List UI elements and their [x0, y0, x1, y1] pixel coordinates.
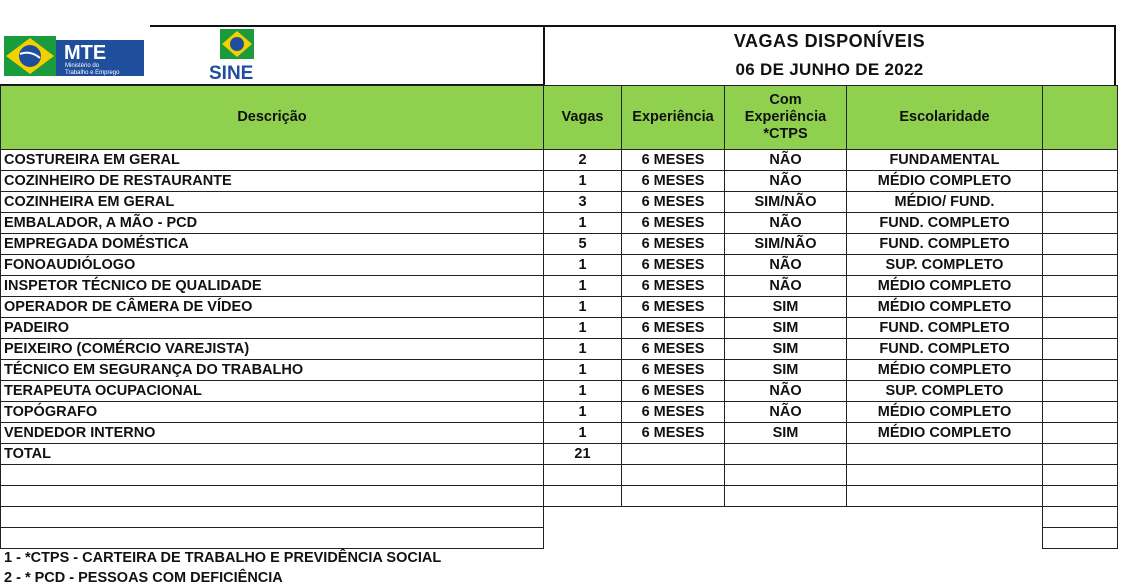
- cell-experiencia: 6 MESES: [622, 213, 725, 234]
- empty-row: [1, 465, 1118, 486]
- table-row: [1, 423, 1118, 444]
- cell-blank: [725, 465, 847, 486]
- cell-experiencia: 6 MESES: [622, 318, 725, 339]
- footnote-pcd: 2 - * PCD - PESSOAS COM DEFICIÊNCIA: [4, 570, 283, 586]
- page-date: 06 DE JUNHO DE 2022: [735, 60, 924, 79]
- cell-blank: [725, 528, 847, 549]
- cell-experiencia: 6 MESES: [622, 360, 725, 381]
- empty-row: [1, 507, 1118, 528]
- sine-logo: [206, 27, 268, 83]
- footnotes: [4, 548, 441, 588]
- cell-blank: [725, 444, 847, 465]
- header-vagas: Vagas: [544, 86, 622, 150]
- cell-experiencia: 6 MESES: [622, 423, 725, 444]
- cell-escolaridade: MÉDIO COMPLETO: [847, 171, 1043, 192]
- svg-text:Ministério do: Ministério do: [65, 63, 100, 69]
- cell-ctps: NÃO: [725, 213, 847, 234]
- cell-blank: [622, 507, 725, 528]
- cell-descricao: EMPREGADA DOMÉSTICA: [1, 234, 544, 255]
- table-row: [1, 276, 1118, 297]
- cell-blank: [544, 486, 622, 507]
- cell-vagas: 5: [544, 234, 622, 255]
- header-descricao: Descrição: [1, 86, 544, 150]
- sine-logo-text: SINE: [209, 63, 254, 83]
- cell-ctps: NÃO: [725, 150, 847, 171]
- total-vagas: 21: [544, 444, 622, 465]
- cell-ctps: NÃO: [725, 255, 847, 276]
- cell-blank: [1, 528, 544, 549]
- logo-area: [0, 27, 543, 85]
- cell-vagas: 3: [544, 192, 622, 213]
- cell-blank: [1043, 339, 1118, 360]
- cell-blank: [622, 486, 725, 507]
- cell-blank: [1, 465, 544, 486]
- cell-experiencia: 6 MESES: [622, 297, 725, 318]
- cell-blank: [1043, 444, 1118, 465]
- cell-blank: [725, 486, 847, 507]
- cell-vagas: 1: [544, 381, 622, 402]
- table-row: [1, 192, 1118, 213]
- header-escolaridade: Escolaridade: [847, 86, 1043, 150]
- cell-ctps: SIM: [725, 339, 847, 360]
- cell-blank: [1043, 171, 1118, 192]
- cell-escolaridade: FUND. COMPLETO: [847, 318, 1043, 339]
- cell-blank: [1043, 297, 1118, 318]
- svg-text:Trabalho e Emprego: Trabalho e Emprego: [65, 70, 120, 76]
- cell-blank: [544, 507, 622, 528]
- footnote-ctps: 1 - *CTPS - CARTEIRA DE TRABALHO E PREVIDÊNCIA SOCIAL: [4, 550, 442, 566]
- cell-blank: [1043, 360, 1118, 381]
- cell-vagas: 1: [544, 255, 622, 276]
- cell-descricao: TERAPEUTA OCUPACIONAL: [1, 381, 544, 402]
- cell-experiencia: 6 MESES: [622, 192, 725, 213]
- cell-descricao: INSPETOR TÉCNICO DE QUALIDADE: [1, 276, 544, 297]
- cell-experiencia: 6 MESES: [622, 402, 725, 423]
- header-com-experiencia-ctps: Com Experiência *CTPS: [725, 86, 847, 150]
- cell-experiencia: 6 MESES: [622, 255, 725, 276]
- cell-descricao: TÉCNICO EM SEGURANÇA DO TRABALHO: [1, 360, 544, 381]
- cell-vagas: 1: [544, 423, 622, 444]
- table-row: [1, 234, 1118, 255]
- cell-ctps: SIM/NÃO: [725, 234, 847, 255]
- cell-escolaridade: FUND. COMPLETO: [847, 213, 1043, 234]
- cell-blank: [622, 528, 725, 549]
- cell-blank: [847, 507, 1043, 528]
- cell-blank: [1043, 381, 1118, 402]
- cell-blank: [847, 528, 1043, 549]
- cell-vagas: 2: [544, 150, 622, 171]
- cell-experiencia: 6 MESES: [622, 381, 725, 402]
- table-row: [1, 171, 1118, 192]
- cell-descricao: VENDEDOR INTERNO: [1, 423, 544, 444]
- total-label: TOTAL: [1, 444, 544, 465]
- cell-ctps: NÃO: [725, 381, 847, 402]
- cell-descricao: COSTUREIRA EM GERAL: [1, 150, 544, 171]
- cell-experiencia: 6 MESES: [622, 171, 725, 192]
- cell-escolaridade: MÉDIO COMPLETO: [847, 276, 1043, 297]
- cell-descricao: PADEIRO: [1, 318, 544, 339]
- page-title: VAGAS DISPONÍVEIS: [733, 31, 926, 51]
- empty-row: [1, 528, 1118, 549]
- cell-descricao: PEIXEIRO (COMÉRCIO VAREJISTA): [1, 339, 544, 360]
- cell-descricao: TOPÓGRAFO: [1, 402, 544, 423]
- table-header-row: [1, 86, 1118, 150]
- cell-escolaridade: MÉDIO COMPLETO: [847, 423, 1043, 444]
- cell-blank: [622, 465, 725, 486]
- cell-escolaridade: FUND. COMPLETO: [847, 339, 1043, 360]
- cell-experiencia: 6 MESES: [622, 234, 725, 255]
- mte-logo-text: MTE: [64, 42, 107, 64]
- cell-blank: [1043, 255, 1118, 276]
- cell-ctps: SIM: [725, 318, 847, 339]
- title-box: [543, 25, 1116, 86]
- cell-escolaridade: SUP. COMPLETO: [847, 255, 1043, 276]
- cell-ctps: NÃO: [725, 171, 847, 192]
- cell-blank: [1, 486, 544, 507]
- cell-ctps: SIM: [725, 360, 847, 381]
- cell-ctps: SIM/NÃO: [725, 192, 847, 213]
- header-blank: [1043, 86, 1118, 150]
- cell-blank: [1043, 276, 1118, 297]
- cell-vagas: 1: [544, 297, 622, 318]
- table-row: [1, 255, 1118, 276]
- cell-ctps: SIM: [725, 423, 847, 444]
- cell-blank: [544, 465, 622, 486]
- table-row: [1, 402, 1118, 423]
- cell-vagas: 1: [544, 318, 622, 339]
- cell-blank: [1043, 213, 1118, 234]
- table-row: [1, 318, 1118, 339]
- cell-escolaridade: FUNDAMENTAL: [847, 150, 1043, 171]
- cell-blank: [1043, 234, 1118, 255]
- table-row: [1, 150, 1118, 171]
- cell-blank: [1043, 150, 1118, 171]
- table-row: [1, 360, 1118, 381]
- cell-blank: [544, 528, 622, 549]
- cell-vagas: 1: [544, 213, 622, 234]
- cell-blank: [1, 507, 544, 528]
- cell-vagas: 1: [544, 171, 622, 192]
- table-row: [1, 213, 1118, 234]
- table-row: [1, 339, 1118, 360]
- cell-descricao: OPERADOR DE CÂMERA DE VÍDEO: [1, 297, 544, 318]
- empty-row: [1, 486, 1118, 507]
- cell-experiencia: 6 MESES: [622, 276, 725, 297]
- cell-blank: [1043, 528, 1118, 549]
- cell-blank: [1043, 423, 1118, 444]
- cell-blank: [1043, 465, 1118, 486]
- cell-ctps: NÃO: [725, 402, 847, 423]
- cell-blank: [1043, 507, 1118, 528]
- cell-escolaridade: SUP. COMPLETO: [847, 381, 1043, 402]
- cell-blank: [1043, 192, 1118, 213]
- table-row: [1, 381, 1118, 402]
- cell-descricao: COZINHEIRO DE RESTAURANTE: [1, 171, 544, 192]
- cell-ctps: SIM: [725, 297, 847, 318]
- total-row: [1, 444, 1118, 465]
- cell-blank: [1043, 402, 1118, 423]
- cell-descricao: EMBALADOR, A MÃO - PCD: [1, 213, 544, 234]
- cell-experiencia: 6 MESES: [622, 339, 725, 360]
- cell-blank: [1043, 486, 1118, 507]
- cell-ctps: NÃO: [725, 276, 847, 297]
- cell-vagas: 1: [544, 339, 622, 360]
- cell-blank: [725, 507, 847, 528]
- mte-logo: [4, 34, 144, 78]
- cell-descricao: COZINHEIRA EM GERAL: [1, 192, 544, 213]
- cell-blank: [847, 486, 1043, 507]
- cell-vagas: 1: [544, 276, 622, 297]
- cell-vagas: 1: [544, 402, 622, 423]
- cell-blank: [1043, 318, 1118, 339]
- cell-escolaridade: MÉDIO COMPLETO: [847, 360, 1043, 381]
- cell-escolaridade: FUND. COMPLETO: [847, 234, 1043, 255]
- cell-blank: [847, 465, 1043, 486]
- cell-descricao: FONOAUDIÓLOGO: [1, 255, 544, 276]
- header-experiencia: Experiência: [622, 86, 725, 150]
- vacancies-table: [0, 85, 1118, 549]
- cell-blank: [622, 444, 725, 465]
- cell-escolaridade: MÉDIO COMPLETO: [847, 297, 1043, 318]
- cell-blank: [847, 444, 1043, 465]
- cell-vagas: 1: [544, 360, 622, 381]
- cell-escolaridade: MÉDIO COMPLETO: [847, 402, 1043, 423]
- table-row: [1, 297, 1118, 318]
- cell-escolaridade: MÉDIO/ FUND.: [847, 192, 1043, 213]
- cell-experiencia: 6 MESES: [622, 150, 725, 171]
